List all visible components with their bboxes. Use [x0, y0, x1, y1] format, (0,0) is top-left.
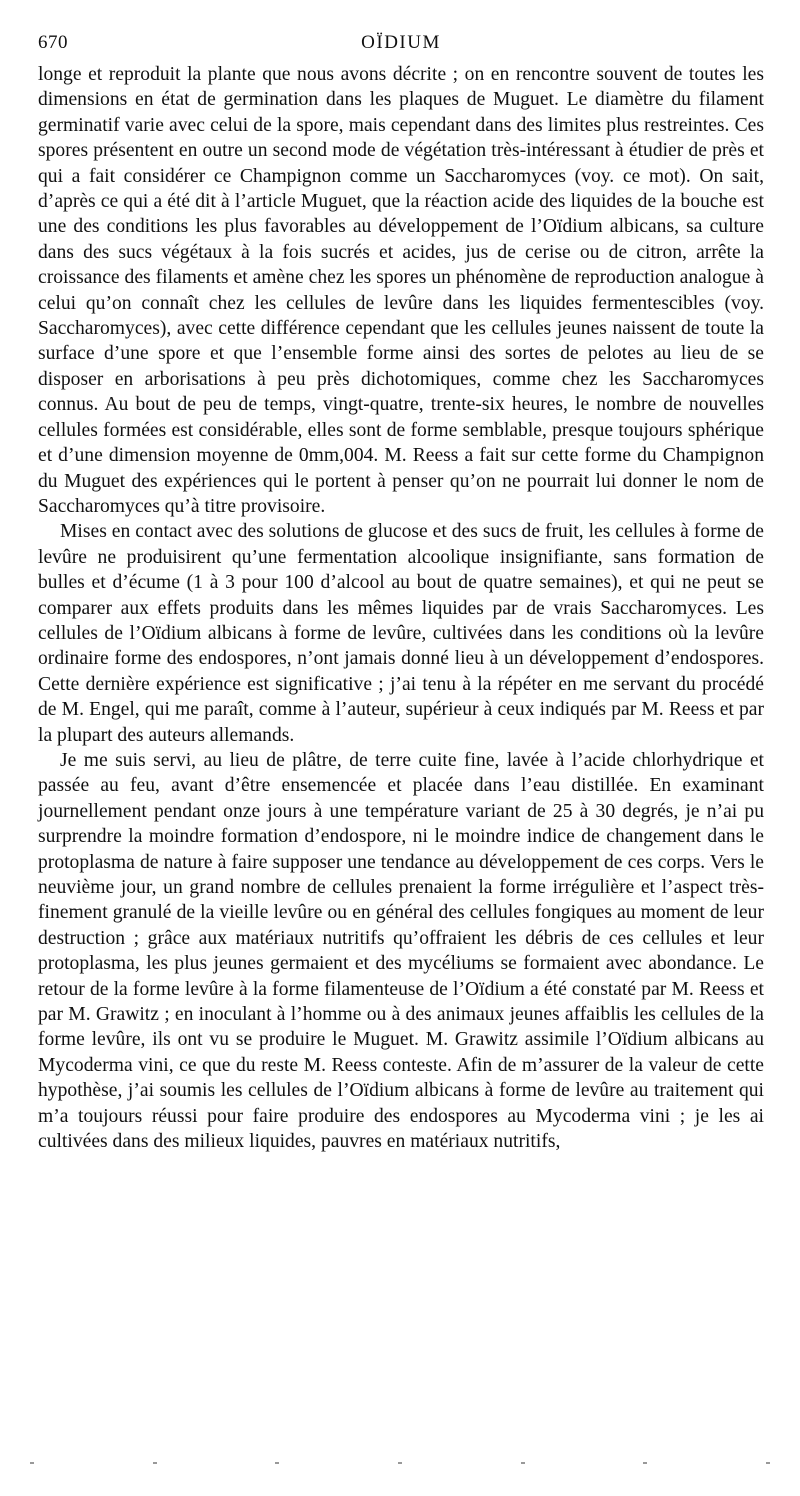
page-header — [38, 30, 764, 62]
footer-scan-marks — [30, 1462, 770, 1466]
scan-mark — [275, 1462, 279, 1464]
page-number: 670 — [38, 32, 68, 53]
scan-mark — [398, 1462, 402, 1464]
book-page — [38, 30, 764, 1154]
scan-mark — [643, 1462, 647, 1464]
running-head: OÏDIUM — [361, 32, 441, 53]
scan-mark — [521, 1462, 525, 1464]
paragraph-1: longe et reproduit la plante que nous avons décrite ; on en rencontre souvent de toutes les dimensions en état de germination dans les plaques de Muguet. Le diamètre du filament germinatif varie avec celui de la spore, mais cependant dans des limites plus restreintes. Ces spores présentent en outre un second mode de végétation très-intéressant à étudier de près et qui a fait considérer ce Champignon comme un Saccharomyces (voy. ce mot). On sait, d’après ce qui a été dit à l’article Muguet, que la réaction acide des liquides de la bouche est une des conditions les plus favorables au développement de l’Oïdium albicans, sa culture dans des sucs végétaux à la fois sucrés et acides, jus de cerise ou de citron, arrête la croissance des filaments et amène chez les spores un phénomène de reproduction analogue à celui qu’on connaît chez les cellules de levûre dans les liquides fermentescibles (voy. Saccharomyces), avec cette différence cependant que les cellules jeunes naissent de toute la surface d’une spore et que l’ensemble forme ainsi des sortes de pelotes au lieu de se disposer en arborisations à peu près dichotomiques, comme chez les Saccharomyces connus. Au bout de peu de temps, vingt-quatre, trente-six heures, le nombre de nouvelles cellules formées est considérable, elles sont de forme semblable, presque toujours sphérique et d’une dimension moyenne de 0mm,004. M. Reess a fait sur cette forme du Champignon du Muguet des expériences qui le portent à penser qu’on ne pourrait lui donner le nom de Saccharomyces qu’à titre provisoire. — [38, 64, 764, 517]
paragraph-3: Je me suis servi, au lieu de plâtre, de terre cuite fine, lavée à l’acide chlorhydrique et passée au feu, avant d’être ensemencée et placée dans l’eau distillée. En examinant journellement pendant onze jours à une température variant de 25 à 30 degrés, je n’ai pu surprendre la moindre formation d’endospore, ni le moindre indice de changement dans le protoplasma de nature à faire supposer une tendance au développement de ces corps. Vers le neuvième jour, un grand nombre de cellules prenaient la forme irrégulière et l’aspect très-finement granulé de la vieille levûre ou en général des cellules fongiques au moment de leur destruction ; grâce aux matériaux nutritifs qu’offraient les débris de ces cellules et leur protoplasma, les plus jeunes germaient et des mycéliums se formaient avec abondance. Le retour de la forme levûre à la forme filamenteuse de l’Oïdium a été constaté par M. Reess et par M. Grawitz ; en inoculant à l’homme ou à des animaux jeunes affaiblis les cellules de la forme levûre, ils ont vu se produire le Muguet. M. Grawitz assimile l’Oïdium albicans au Mycoderma vini, ce que du reste M. Reess conteste. Afin de m’assurer de la valeur de cette hypothèse, j’ai soumis les cellules de l’Oïdium albicans à forme de levûre au traitement qui m’a toujours réussi pour faire produire des endospores au Mycoderma vini ; je les ai cultivées dans des milieux liquides, pauvres en matériaux nutritifs, — [38, 749, 764, 1153]
scan-mark — [766, 1462, 770, 1464]
paragraph-2: Mises en contact avec des solutions de glucose et des sucs de fruit, les cellules à forme de levûre ne produisirent qu’une fermentation alcoolique insignifiante, sans formation de bulles et d’écume (1 à 3 pour 100 d’alcool au bout de quatre semaines), et qui ne peut se comparer aux effets produits dans les mêmes liquides par de vrais Saccharomyces. Les cellules de l’Oïdium albicans à forme de levûre, cultivées dans les conditions où la levûre ordinaire forme des endospores, n’ont jamais donné lieu à un développement d’endospores. Cette dernière expérience est significative ; j’ai tenu à la répéter en me servant du procédé de M. Engel, qui me paraît, comme à l’auteur, supérieur à ceux indiqués par M. Reess et par la plupart des auteurs allemands. — [38, 521, 764, 746]
scan-mark — [153, 1462, 157, 1464]
scan-mark — [30, 1462, 34, 1464]
body-text — [38, 62, 764, 1154]
